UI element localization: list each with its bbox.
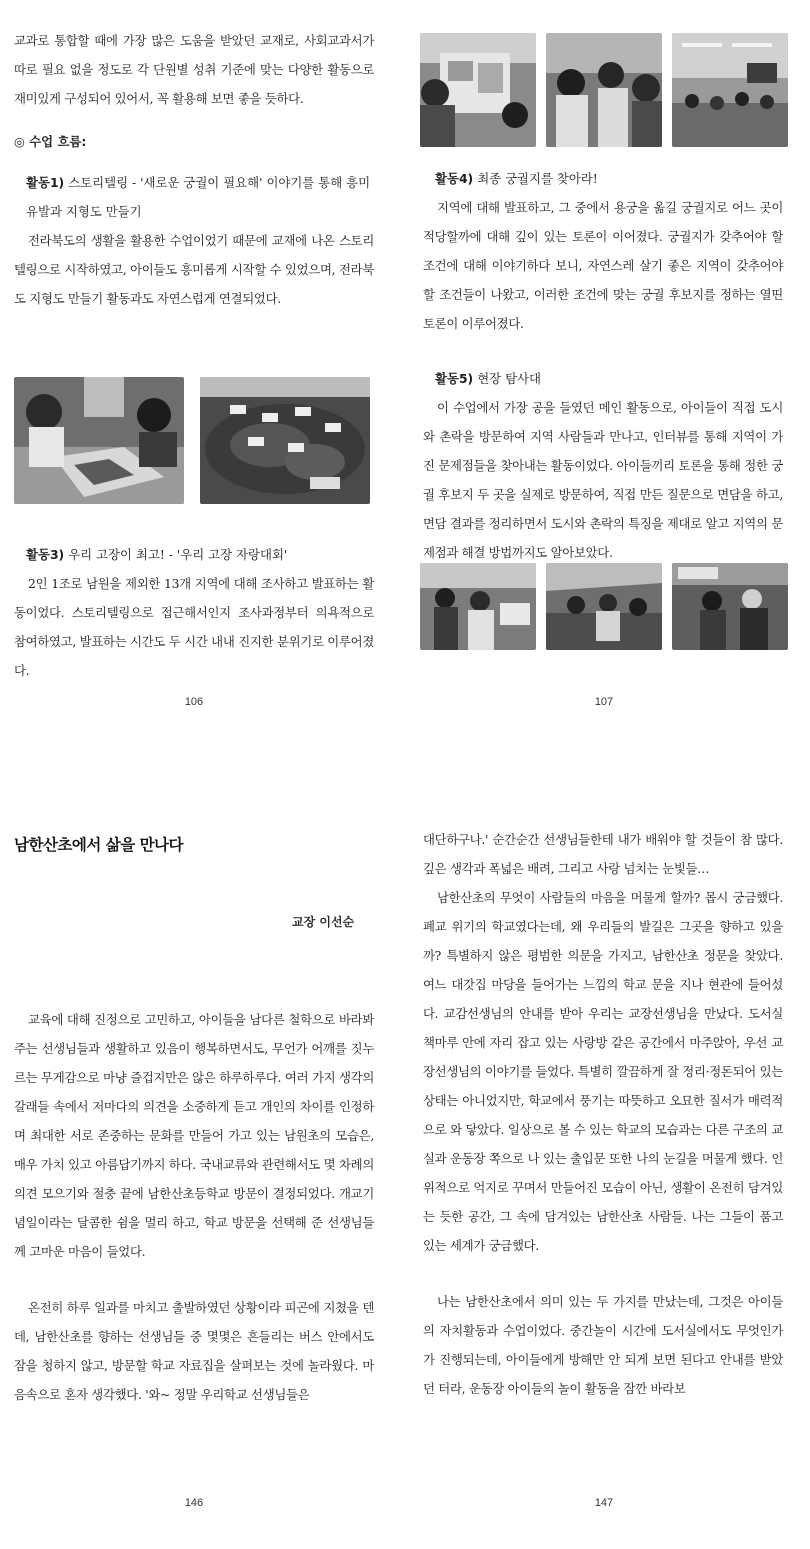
page-147 <box>423 825 783 1403</box>
activity-5-body: 이 수업에서 가장 공을 들였던 메인 활동으로, 아이들이 직접 도시와 촌락을 방문하여 지역 사람들과 만나고, 인터뷰를 통해 지역이 가진 문제점들을 찾아내는 활동이었다. 아이들끼리 토론을 통해 정한 궁궐 후보지 두 곳을 실제로 방문하여, 직접 만든 질문으로 면담을 하고, 면담 결과를 정리하면서 도시와 촌락의 특징을 제대로 알고 지역의 문제점과 해결 방법까지도 알아보았다. <box>423 400 783 560</box>
photo-classroom-wide <box>672 33 788 147</box>
page-107 <box>423 164 783 567</box>
page-number-106: 106 <box>184 696 204 708</box>
photo-children-map <box>14 377 184 504</box>
activity-5-heading <box>423 364 783 393</box>
page-146 <box>14 825 374 1409</box>
photo-field-interview <box>420 563 536 650</box>
intro-paragraph: 교과로 통합할 때에 가장 많은 도움을 받았던 교재로, 사회교과서가 따로 필요 없을 정도로 각 단원별 성취 기준에 맞는 다양한 활동으로 재미있게 구성되어 있어서, 꼭 활용해 보면 좋을 듯하다. <box>14 33 374 106</box>
photo-terrain-model <box>200 377 370 504</box>
photo-market <box>546 563 662 650</box>
activity-1-body: 전라북도의 생활을 활용한 수업이었기 때문에 교재에 나온 스토리텔링으로 시작하였고, 아이들도 흥미롭게 시작할 수 있었으며, 전라북도 지형도 만들기 활동과도 자연스럽게 연결되었다. <box>14 233 374 306</box>
photo-presentation <box>420 33 536 147</box>
activity-4-label: 활동4) <box>435 171 474 186</box>
essay-paragraph-3: 대단하구나.' 순간순간 선생님들한테 내가 배워야 할 것들이 참 많다. 깊은 생각과 폭넓은 배려, 그리고 사랑 넘치는 눈빛들… <box>423 832 783 876</box>
activity-4-title: 최종 궁궐지를 찾아라! <box>477 171 598 186</box>
activity-1-label: 활동1) <box>26 175 65 190</box>
essay-author: 교장 이선순 <box>292 915 355 929</box>
essay-paragraph-5: 나는 남한산초에서 의미 있는 두 가지를 만났는데, 그것은 아이들의 자치활동과 수업이었다. 중간놀이 시간에 도서실에서도 무엇인가가 진행되는데, 아이들에게 방해만 안 되게 보면 된다고 안내를 받았던 터라, 운동장 아이들의 놀이 활동을 잠깐 바라보 <box>423 1294 783 1396</box>
activity-5-label: 활동5) <box>435 371 474 386</box>
essay-paragraph-1: 교육에 대해 진정으로 고민하고, 아이들을 남다른 철학으로 바라봐 주는 선생님들과 생활하고 있음이 행복하면서도, 무언가 어깨를 짓누르는 무게감으로 마냥 즐겁지만은 않은 하루하루다. 여러 가지 생각의 갈래들 속에서 저마다의 의견을 소중하게 듣고 개인의 차이를 인정하며 최대한 서로 존중하는 문화를 만들어 가고 있는 남원초의 모습은, 매우 가치 있고 아름답기까지 하다. 국내교류와 관련해서도 몇 차례의 의견 모으기와 절충 끝에 남한산초등학교 방문이 결정되었다. 개교기념일이라는 달콤한 쉼을 멀리 하고, 학교 방문을 선택해 준 선생님들께 고마운 마음이 들었다. <box>14 1012 374 1259</box>
essay-paragraph-4: 남한산초의 무엇이 사람들의 마음을 머물게 할까? 몹시 궁금했다. 폐교 위기의 학교였다는데, 왜 우리들의 발길은 그곳을 향하고 있을까? 특별하지 않은 평범한 의문을 가지고, 남한산초 정문을 찾았다. 여느 대갓집 마당을 들어가는 느낌의 학교 문을 지나 현관에 들어섰다. 교감선생님의 안내를 받아 우리는 교장선생님을 만났다. 도서실 책마루 안에 자리 잡고 있는 사랑방 같은 공간에서 마주앉아, 우선 교장선생님의 이야기를 들었다. 특별히 깔끔하게 잘 정리·정돈되어 있는 상태는 아니었지만, 학교에서 풍기는 따뜻하고 오묘한 질서가 매력적으로 와 닿았다. 일상으로 볼 수 있는 학교의 모습과는 다른 구조의 교실과 운동장 쪽으로 나 있는 출입문 또한 나의 눈길을 머물게 했다. 인위적으로 억지로 꾸며서 만들어진 모습이 아닌, 생활이 온전히 담겨있는 듯한 공간, 그 속에 담겨있는 남한산초 사람들. 나는 그들이 품고 있는 세계가 궁금했다. <box>423 890 783 1253</box>
activity-5-title: 현장 탐사대 <box>477 371 541 386</box>
photo-street-visit <box>672 563 788 650</box>
activity-4-heading <box>423 164 783 193</box>
activity-1-title: 스토리텔링 - '새로운 궁궐이 필요해' 이야기를 통해 흥미 유발과 지형도 만들기 <box>26 175 371 219</box>
page-number-146: 146 <box>184 1497 204 1509</box>
activity-3-title: 우리 고장이 최고! - '우리 고장 자랑대회' <box>68 547 288 562</box>
essay-paragraph-2: 온전히 하루 일과를 마치고 출발하였던 상황이라 피곤에 지쳤을 텐데, 남한산초를 향하는 선생님들 중 몇몇은 흔들리는 버스 안에서도 잠을 청하지 않고, 방문할 학교 자료집을 살펴보는 것에 놀라웠다. 마음속으로 혼자 생각했다. '와~ 정말 우리학교 선생님들은 <box>14 1300 374 1402</box>
activity-1-heading <box>14 168 374 226</box>
photo-classroom-group <box>546 33 662 147</box>
lesson-flow-heading: ◎ 수업 흐름: <box>14 134 87 149</box>
essay-title: 남한산초에서 삶을 만나다 <box>14 836 183 854</box>
activity-4-body: 지역에 대해 발표하고, 그 중에서 용궁을 옮길 궁궐지로 어느 곳이 적당할까에 대해 깊이 있는 토론이 이어졌다. 궁궐지가 갖추어야 할 조건에 대해 이야기하다 보니, 자연스레 살기 좋은 지역이 갖추어야 할 조건들이 나왔고, 이러한 조건에 맞는 궁궐 후보지를 정하는 열띤 토론이 이루어졌다. <box>423 200 783 331</box>
page-number-147: 147 <box>594 1497 614 1509</box>
activity-3-body: 2인 1조로 남원을 제외한 13개 지역에 대해 조사하고 발표하는 활동이었다. 스토리텔링으로 접근해서인지 조사과정부터 의욕적으로 참여하였고, 발표하는 시간도 두 시간 내내 진지한 분위기로 이루어졌다. <box>14 576 374 678</box>
activity-3-heading <box>14 540 374 569</box>
page-number-107: 107 <box>594 696 614 708</box>
page-106 <box>14 26 374 313</box>
page-106-lower <box>14 540 374 685</box>
activity-3-label: 활동3) <box>26 547 65 562</box>
